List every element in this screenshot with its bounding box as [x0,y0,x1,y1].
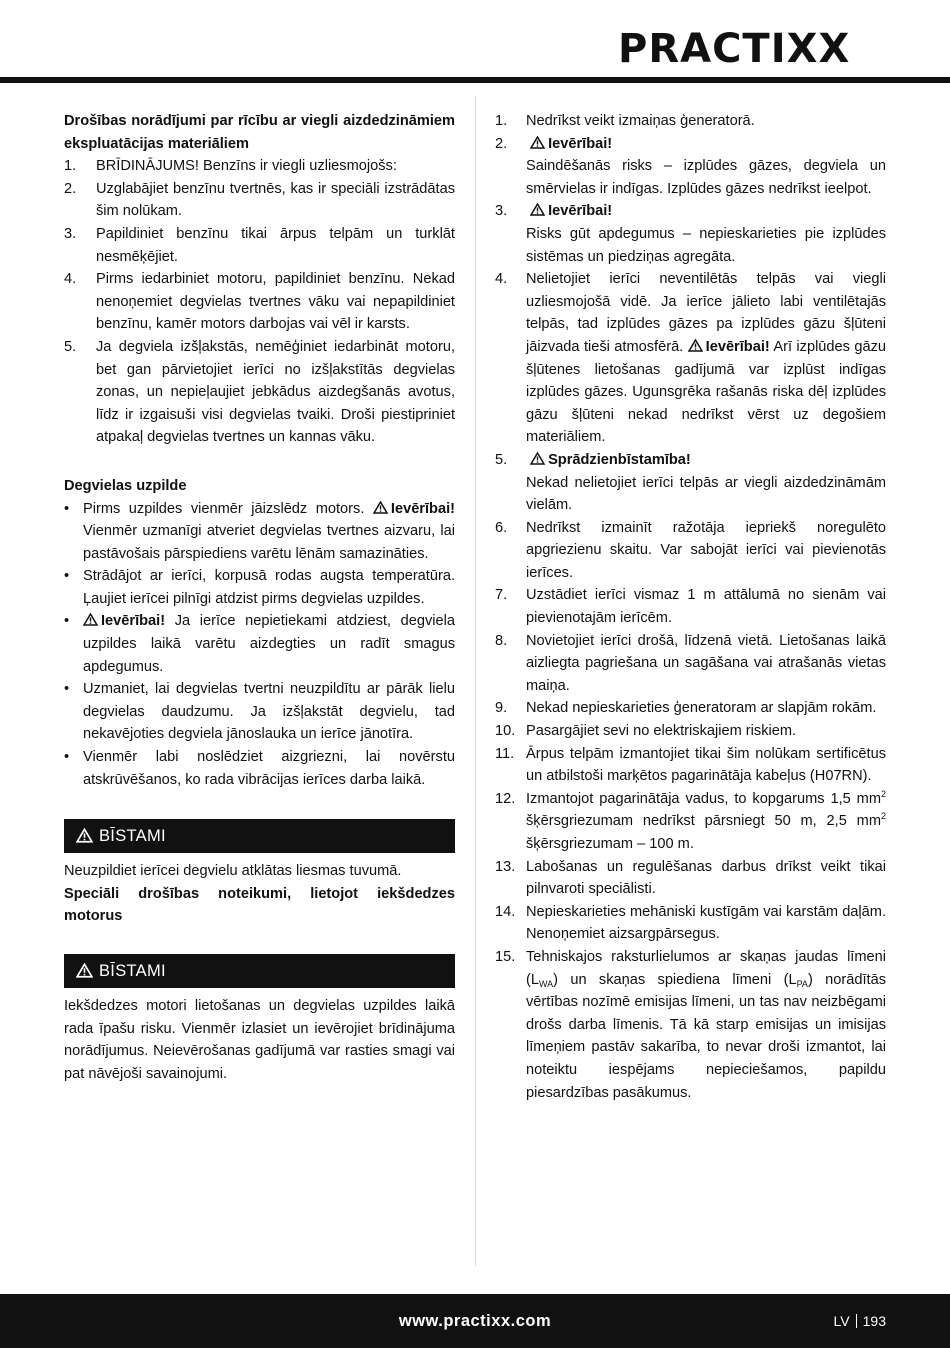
flammable-materials-list [64,155,455,449]
list-item: 15. Tehniskajos raksturlielumos ar skaņas jaudas līmeni $(L_{WA})$ un skaņas spiediena līmeni $(L_{PA})$ norādītās vērtības nozīmē emisijas līmeni, un tas nav neizbēgami drošs darba līmenis. Tā kā starp emisijas un imisijas līmeņiem pastāv sakarība, to nevar droši izmantot, lai noteiktu iespējams nepieciešamos, papildu piesardzības pasākumus. [495,948,886,1101]
bullet-text: Vienmēr uzmanīgi atveriet degvielas tvertnes aizvaru, lai pastāvošais pārspiediens varētu lēnām samazināties. [83,523,455,562]
warning-triangle-icon [530,203,545,216]
list-item: 10. Pasargājiet sevi no elektriskajiem riskiem. [495,723,797,740]
warning-triangle-icon [530,452,545,465]
list-item: 1. Nedrīkst veikt izmaiņas ģeneratorā. [495,113,755,129]
list-item: 6. Nedrīkst izmainīt ražotāja iepriekš noregulēto apgriezienu skaitu. Var sabojāt ierīci vai pievienotās ierīces. [495,519,886,581]
list-item: 14. Nepieskarieties mehāniski kustīgām vai karstām daļām. Nenoņemiet aizsargpārsegus. [495,903,886,943]
list-item: 2. Ievērībai! Saindēšanās risks – izplūdes gāzes, degviela un smērvielas ir indīgas. Izplūdes gāzes nedrīkst ieelpot. [495,135,886,197]
footer-url[interactable]: www.practixx.com [398,1312,552,1330]
page-separator [856,1314,857,1328]
list-item: 7. Uzstādiet ierīci vismaz 1 m attālumā no sienām vai pievienotajām ierīcēm. [495,587,886,627]
list-item: 3. Papildiniet benzīnu tikai ārpus telpām un turklāt nesmēķējiet. [64,225,455,265]
section-heading-combustion: Speciāli drošības noteikumi, lietojot iekšdedzes motorus [64,885,455,925]
page-footer [0,1294,950,1348]
list-item: • Vienmēr labi noslēdziet aizgriezni, lai novērstu atskrūvēšanos, ko rada vibrācijas ierīces darba laikā. [64,746,455,791]
warning-triangle-icon [688,339,703,352]
right-column [495,110,886,1104]
warning-triangle-icon [530,136,545,149]
danger-label: BĪSTAMI [99,962,166,980]
left-column [64,110,455,1085]
brand-logo-graphic [618,18,914,76]
list-item: 4. Pirms iedarbiniet motoru, papildiniet benzīnu. Nekad nenoņemiet degvielas tvertnes vāku vai nepapildiniet benzīnu, kamēr motors darbojas vai vēl ir karsts. [64,271,455,333]
generator-safety-list [495,110,886,1104]
list-item: • Uzmaniet, lai degvielas tvertni neuzpildītu ar pārāk lielu degvielas daudzumu. Ja izšļakstāt degvielu, tad nekavējoties degviela jānoslauka un ierīce jānotīra. [64,678,455,746]
list-item: 5. Sprādzienbīstamība! Nekad nelietojiet ierīci telpās ar viegli aizdedzināmām vielām. [495,451,886,514]
warning-label: Ievērībai! [526,136,612,152]
bullet-text: Pirms uzpildes vienmēr jāizslēdz motors. [83,500,365,517]
bullet-text: Ja ierīce nepietiekami atdziest, degviela uzpildes laikā varētu aizdegties un radīt smagus apdegumus. [83,613,455,675]
warning-label: Ievērībai! [526,203,612,219]
warning-label: Ievērībai! [373,501,455,517]
list-item: 9. Nekad nepieskarieties ģeneratoram ar slapjām rokām. [495,700,877,717]
list-item: 8. Novietojiet ierīci drošā, līdzenā vietā. Lietošanas laikā aizliegta pagriešana un sagāšana vai atrašanās vietas maiņa. [495,632,886,694]
list-item: 5. Ja degviela izšļakstās, nemēģiniet iedarbināt motoru, bet gan pārvietojiet ierīci no izšļakstītās degvielas zonas, un nepieļaujiet jebkādus aizdegšanās avotus, līdz ir izgaisuši visi degvielas tvaiki. Droši piestipriniet atpakaļ degvielas tvertnes un kannas vāku. [64,338,455,446]
danger-text: Neuzpildiet ierīcei degvielu atklātas liesmas tuvumā. [64,863,402,880]
warning-triangle-icon [373,501,388,514]
page-number [834,1310,886,1333]
list-item: 12. Izmantojot pagarinātāja vadus, to kopgarums 1,5 $mm^2$ šķērsgriezumam nedrīkst pārsniegt 50 m, 2,5 $mm^2$ šķērsgriezumam – 100 m. [495,788,886,852]
list-item: 1. BRĪDINĀJUMS! Benzīns ir viegli uzliesmojošs: [64,158,397,175]
header-rule [0,77,950,83]
brand-logo [618,18,914,76]
section-heading-refuelling: Degvielas uzpilde [64,477,187,494]
warning-triangle-icon [83,613,98,626]
danger-banner [64,819,455,853]
list-item [64,610,455,678]
danger-text: Iekšdedzes motori lietošanas un degvielas uzpildes laikā rada īpašu risku. Vienmēr izlasiet un ievērojiet brīdinājuma norādījumus. Neievērošanas gadījumā var rasties smagi vai pat nāvējoši savainojumi. [64,998,455,1082]
list-item: 4. Nelietojiet ierīci neventilētās telpās vai viegli uzliesmojošā vidē. Ja ierīce jālieto labi ventilētajās telpās, tad izplūdes gāzes pa izplūdes gāzu šļūteni jāizvada tieši atmosfērā. Ievērībai! Arī izplūdes gāzu šļūtenes lietošanas gadījumā var izplūst indīgas izplūdes gāzes. Ugunsgrēka rašanās riska dēļ izplūdes gāzu šļūteni nekad nedrīkst vērst uz degošiem materiāliem. [495,271,886,446]
danger-banner [64,954,455,988]
list-item: 11. Ārpus telpām izmantojiet tikai šim nolūkam sertificētus un atbilstoši marķētos pagarinātāja kabeļus (H07RN). [495,745,886,785]
language-code: LV [833,1313,850,1329]
brand-logo-text: PRACTIXX [618,26,851,72]
list-item: • Strādājot ar ierīci, korpusā rodas augsta temperatūra. Ļaujiet ierīcei pilnīgi atdzist pirms degvielas uzpildes. [64,565,455,610]
list-item: 13. Labošanas un regulēšanas darbus drīkst veikt tikai pilnvaroti speciālisti. [495,858,886,898]
list-item: 2. Uzglabājiet benzīnu tvertnēs, kas ir speciāli izstrādātas šim nolūkam. [64,180,455,220]
warning-label: Ievērībai! [83,613,165,629]
warning-label: Sprādzienbīstamība! [526,452,691,468]
warning-label: Ievērībai! [688,339,770,355]
section-heading-flammable: Drošības norādījumi par rīcību ar viegli aizdedzināmiem ekspluatācijas materiāliem [64,113,455,152]
list-item [64,498,455,566]
list-item: 3. Ievērībai! Risks gūt apdegumus – nepieskarieties pie izplūdes sistēmas un piedziņas agregāta. [495,203,886,265]
warning-triangle-icon [76,963,93,978]
refuelling-list [64,498,455,792]
page-number-value: 193 [862,1313,886,1329]
column-divider [475,96,476,1266]
warning-triangle-icon [76,828,93,843]
danger-label: BĪSTAMI [99,827,166,846]
